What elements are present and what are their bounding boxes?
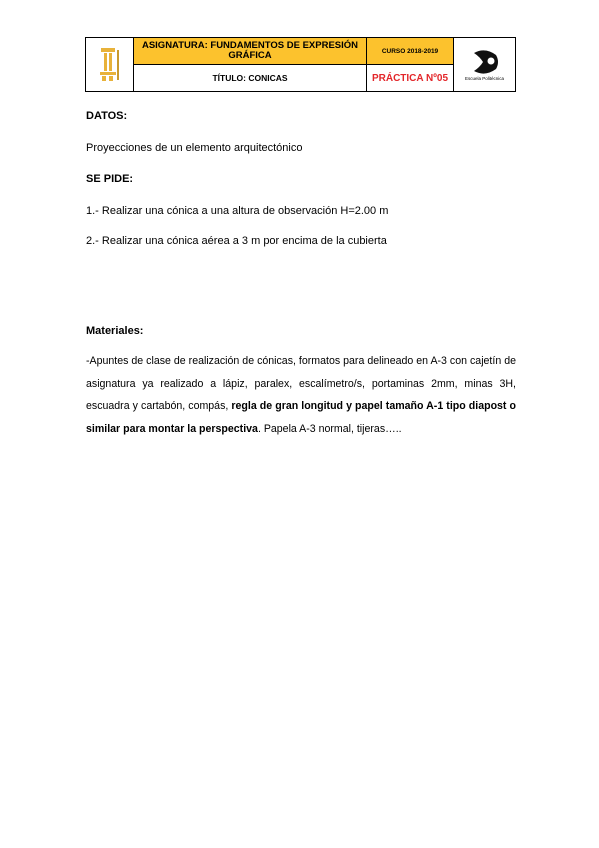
practice-label: PRÁCTICA Nº05 [367, 65, 454, 91]
subject-label: ASIGNATURA: FUNDAMENTOS DE EXPRESIÓN GRÁFICA [134, 38, 367, 65]
header-table [85, 37, 516, 92]
column-logo-icon [99, 45, 121, 85]
course-label: CURSO 2018-2019 [367, 38, 454, 65]
escuela-politecnica-logo-icon [470, 49, 500, 75]
se-pide-heading: SE PIDE: [86, 173, 134, 185]
materiales-text-end: . Papela A-3 normal, tijeras….. [257, 422, 402, 435]
title-label: TÍTULO: CONICAS [134, 65, 367, 91]
university-logo [86, 38, 134, 91]
datos-heading: DATOS: [86, 110, 128, 122]
school-logo [454, 38, 515, 91]
list-item: 1.- Realizar una cónica a una altura de observación H=2.00 m [86, 205, 389, 217]
materiales-heading: Materiales: [86, 325, 144, 337]
school-caption: Escuela Politécnica [464, 75, 505, 81]
materiales-paragraph [86, 350, 516, 440]
materiales-bold-text: regla de gran longitud y papel tamaño A-1 tipo diapost o similar para montar la perspectiva [86, 400, 517, 435]
list-item: 2.- Realizar una cónica aérea a 3 m por encima de la cubierta [86, 235, 387, 247]
materiales-text: -Apuntes de clase de realización de cónicas, formatos para delineado en A-3 con cajetín de asignatura ya realizado a lápiz, paralex, escalímetro/s, portaminas 2mm, minas 3H, escuadra y cartabón, compás, [86, 355, 516, 412]
datos-text: Proyecciones de un elemento arquitectónico [86, 142, 303, 154]
